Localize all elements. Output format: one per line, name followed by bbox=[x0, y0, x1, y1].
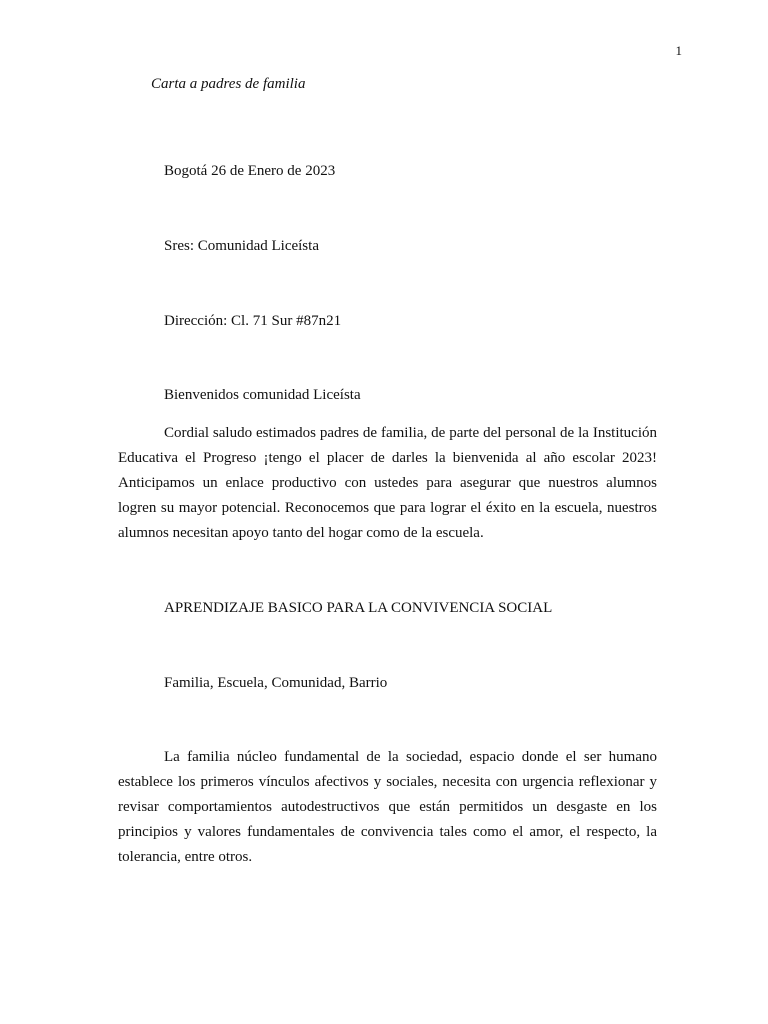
section-heading: APRENDIZAJE BASICO PARA LA CONVIVENCIA SOCIAL bbox=[164, 600, 553, 616]
page-number: 1 bbox=[675, 43, 682, 58]
letter-header-title: Carta a padres de familia bbox=[151, 76, 306, 92]
greeting-line: Bienvenidos comunidad Liceísta bbox=[164, 387, 361, 403]
recipient-line: Sres: Comunidad Liceísta bbox=[164, 238, 319, 254]
date-line: Bogotá 26 de Enero de 2023 bbox=[164, 163, 336, 179]
welcome-paragraph: Cordial saludo estimados padres de familia, de parte del personal de la Institución Educativa el Progreso ¡tengo el placer de darles la bienvenida al año escolar 2023! Anticipamos un enlace productivo con ustedes para asegurar que nuestros alumnos logren su mayor potencial. Reconocemos que para lograr el éxito en la escuela, nuestros alumnos necesitan apoyo tanto del hogar como de la escuela. bbox=[118, 425, 657, 541]
family-paragraph: La familia núcleo fundamental de la sociedad, espacio donde el ser humano establece los primeros vínculos afectivos y sociales, necesita con urgencia reflexionar y revisar comportamientos autodestructivos que están permitidos un desgaste en los principios y valores fundamentales de convivencia tales como el amor, el respecto, la tolerancia, entre otros. bbox=[118, 749, 657, 865]
section-subheading: Familia, Escuela, Comunidad, Barrio bbox=[164, 675, 388, 691]
address-line: Dirección: Cl. 71 Sur #87n21 bbox=[164, 313, 342, 329]
